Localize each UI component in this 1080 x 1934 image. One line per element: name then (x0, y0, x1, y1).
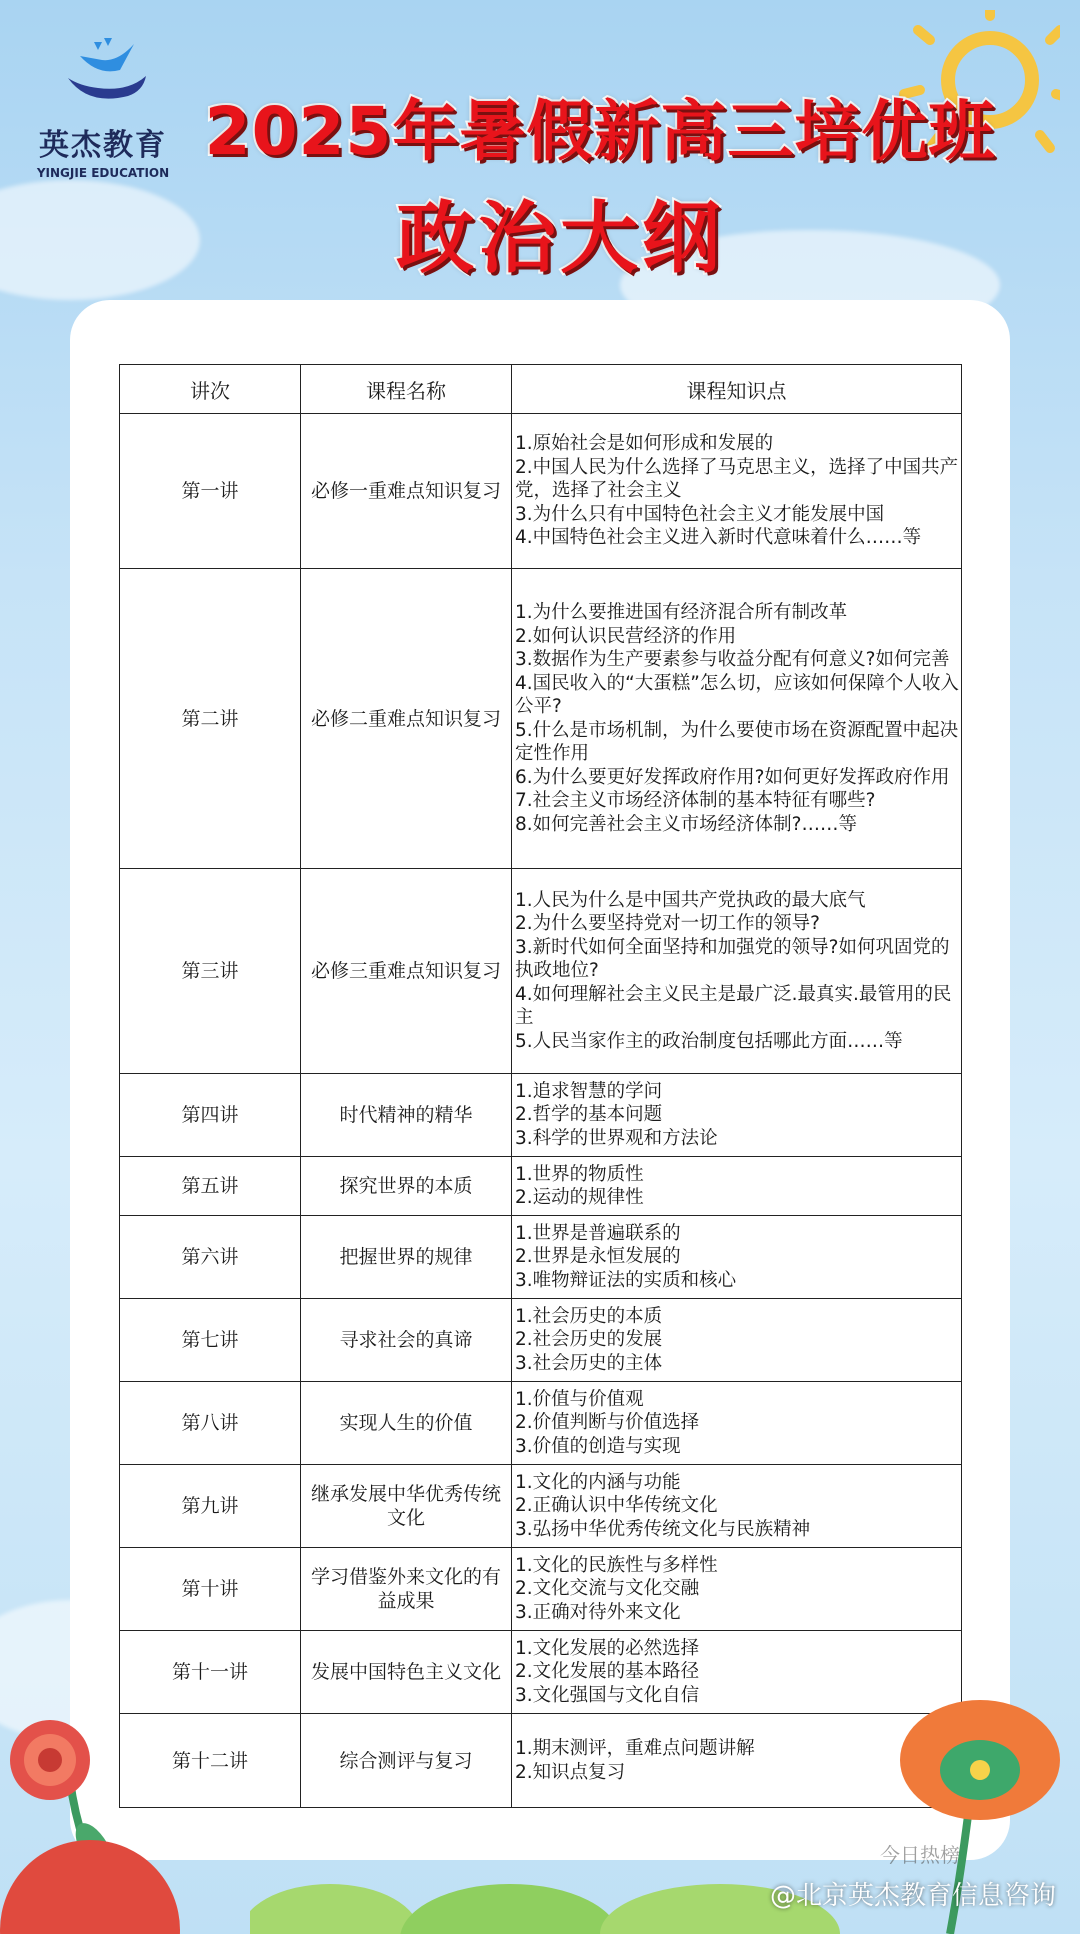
knowledge-point: 2.价值判断与价值选择 (515, 1412, 700, 1434)
knowledge-point: 6.为什么要更好发挥政府作用?如何更好发挥政府作用 (515, 766, 950, 788)
course-name-cell: 学习借鉴外来文化的有益成果 (301, 1548, 512, 1631)
knowledge-points-cell (512, 1216, 962, 1299)
course-name-cell: 实现人生的价值 (301, 1382, 512, 1465)
watermark-text: @北京英杰教育信息咨询 (769, 1881, 1056, 1911)
knowledge-point: 3.文化强国与文化自信 (515, 1684, 700, 1706)
knowledge-points-cell (512, 1157, 962, 1216)
knowledge-point: 2.文化发展的基本路径 (515, 1661, 700, 1683)
knowledge-point: 1.原始社会是如何形成和发展的 (515, 433, 774, 455)
knowledge-point: 2.中国人民为什么选择了马克思主义，选择了中国共产党，选择了社会主义 (515, 456, 959, 502)
lecture-cell: 第十一讲 (120, 1631, 301, 1714)
knowledge-point: 3.正确对待外来文化 (515, 1601, 681, 1623)
course-name-cell: 必修三重难点知识复习 (301, 869, 512, 1074)
knowledge-point: 4.国民收入的“大蛋糕”怎么切，应该如何保障个人收入公平? (515, 672, 959, 717)
knowledge-point: 1.世界的物质性 (515, 1163, 644, 1185)
lecture-cell: 第六讲 (120, 1216, 301, 1299)
knowledge-points-cell (512, 1299, 962, 1382)
knowledge-point: 2.运动的规律性 (515, 1187, 644, 1208)
header-points: 课程知识点 (512, 365, 962, 414)
knowledge-point: 2.社会历史的发展 (515, 1329, 663, 1351)
knowledge-point: 4.如何理解社会主义民主是最广泛.最真实.最管用的民主 (515, 983, 952, 1029)
knowledge-point: 5.什么是市场机制，为什么要使市场在资源配置中起决定性作用 (515, 719, 959, 764)
knowledge-point: 5.人民当家作主的政治制度包括哪此方面……等 (515, 1030, 903, 1052)
header-course: 课程名称 (301, 365, 512, 414)
red-leaf-decoration (0, 1830, 190, 1934)
table-row (120, 1074, 962, 1157)
knowledge-point: 1.为什么要推进国有经济混合所有制改革 (515, 602, 848, 623)
brand-name-cn: 英杰教育 (39, 128, 167, 163)
knowledge-points-cell (512, 1382, 962, 1465)
poster-title: 2025年暑假新高三培优班 (204, 93, 996, 170)
knowledge-point: 3.社会历史的主体 (515, 1352, 663, 1374)
knowledge-point: 2.文化交流与文化交融 (515, 1578, 700, 1600)
green-leaves-decoration (250, 1854, 850, 1934)
lecture-cell: 第一讲 (120, 414, 301, 569)
table-row (120, 1631, 962, 1714)
table-row (120, 1465, 962, 1548)
lecture-cell: 第三讲 (120, 869, 301, 1074)
hot-list-label: 今日热榜 (880, 1843, 960, 1867)
knowledge-point: 1.文化发展的必然选择 (515, 1637, 700, 1659)
knowledge-points-cell (512, 1465, 962, 1548)
course-name-cell: 综合测评与复习 (301, 1714, 512, 1808)
course-name-cell: 寻求社会的真谛 (301, 1299, 512, 1382)
knowledge-point: 2.世界是永恒发展的 (515, 1246, 681, 1268)
knowledge-points-cell (512, 569, 962, 869)
table-row (120, 1714, 962, 1808)
knowledge-point: 2.哲学的基本问题 (515, 1104, 663, 1126)
lecture-cell: 第四讲 (120, 1074, 301, 1157)
course-name-cell: 时代精神的精华 (301, 1074, 512, 1157)
syllabus-table (119, 364, 962, 1808)
knowledge-point: 3.唯物辩证法的实质和核心 (515, 1269, 737, 1291)
knowledge-points-cell (512, 1074, 962, 1157)
knowledge-point: 8.如何完善社会主义市场经济体制?……等 (515, 813, 857, 835)
knowledge-point: 1.世界是普遍联系的 (515, 1222, 681, 1244)
poster-subtitle: 政治大纲 (395, 194, 724, 284)
course-name-cell: 发展中国特色主义文化 (301, 1631, 512, 1714)
knowledge-point: 7.社会主义市场经济体制的基本特征有哪些? (515, 790, 876, 811)
knowledge-point: 1.文化的内涵与功能 (515, 1471, 681, 1493)
knowledge-point: 3.价值的创造与实现 (515, 1435, 681, 1457)
knowledge-point: 1.价值与价值观 (515, 1388, 644, 1410)
table-row (120, 1216, 962, 1299)
header-lecture: 讲次 (120, 365, 301, 414)
course-name-cell: 继承发展中华优秀传统文化 (301, 1465, 512, 1548)
table-row (120, 1548, 962, 1631)
lecture-cell: 第十讲 (120, 1548, 301, 1631)
table-row (120, 869, 962, 1074)
lecture-cell: 第十二讲 (120, 1714, 301, 1808)
course-name-cell: 必修一重难点知识复习 (301, 414, 512, 569)
knowledge-point: 2.知识点复习 (515, 1761, 626, 1783)
lecture-cell: 第五讲 (120, 1157, 301, 1216)
course-name-cell: 探究世界的本质 (301, 1157, 512, 1216)
lecture-cell: 第八讲 (120, 1382, 301, 1465)
knowledge-point: 1.文化的民族性与多样性 (515, 1554, 718, 1576)
table-row (120, 569, 962, 869)
course-name-cell: 必修二重难点知识复习 (301, 569, 512, 869)
knowledge-points-cell (512, 414, 962, 569)
table-row (120, 1157, 962, 1216)
knowledge-points-cell (512, 869, 962, 1074)
knowledge-point: 3.新时代如何全面坚持和加强党的领导?如何巩固党的执政地位? (515, 936, 950, 982)
lecture-cell: 第七讲 (120, 1299, 301, 1382)
knowledge-point: 3.为什么只有中国特色社会主义才能发展中国 (515, 503, 885, 525)
knowledge-point: 2.正确认识中华传统文化 (515, 1495, 718, 1517)
knowledge-point: 3.科学的世界观和方法论 (515, 1127, 718, 1149)
knowledge-point: 3.弘扬中华优秀传统文化与民族精神 (515, 1518, 811, 1540)
knowledge-point: 2.如何认识民营经济的作用 (515, 625, 737, 647)
course-name-cell: 把握世界的规律 (301, 1216, 512, 1299)
knowledge-point: 1.人民为什么是中国共产党执政的最大底气 (515, 889, 866, 911)
lecture-cell: 第二讲 (120, 569, 301, 869)
knowledge-point: 1.追求智慧的学问 (515, 1080, 663, 1102)
content-card (70, 300, 1010, 1860)
knowledge-point: 4.中国特色社会主义进入新时代意味着什么……等 (515, 527, 922, 549)
knowledge-point: 3.数据作为生产要素参与收益分配有何意义?如何完善 (515, 649, 950, 670)
knowledge-point: 1.期末测评，重难点问题讲解 (515, 1738, 755, 1759)
lecture-cell: 第九讲 (120, 1465, 301, 1548)
table-header-row (120, 365, 962, 414)
table-row (120, 414, 962, 569)
knowledge-point: 2.为什么要坚持党对一切工作的领导? (515, 913, 820, 935)
knowledge-point: 1.社会历史的本质 (515, 1305, 663, 1327)
table-row (120, 1299, 962, 1382)
table-row (120, 1382, 962, 1465)
knowledge-points-cell (512, 1548, 962, 1631)
brand-name-en: YINGJIE EDUCATION (36, 166, 170, 180)
